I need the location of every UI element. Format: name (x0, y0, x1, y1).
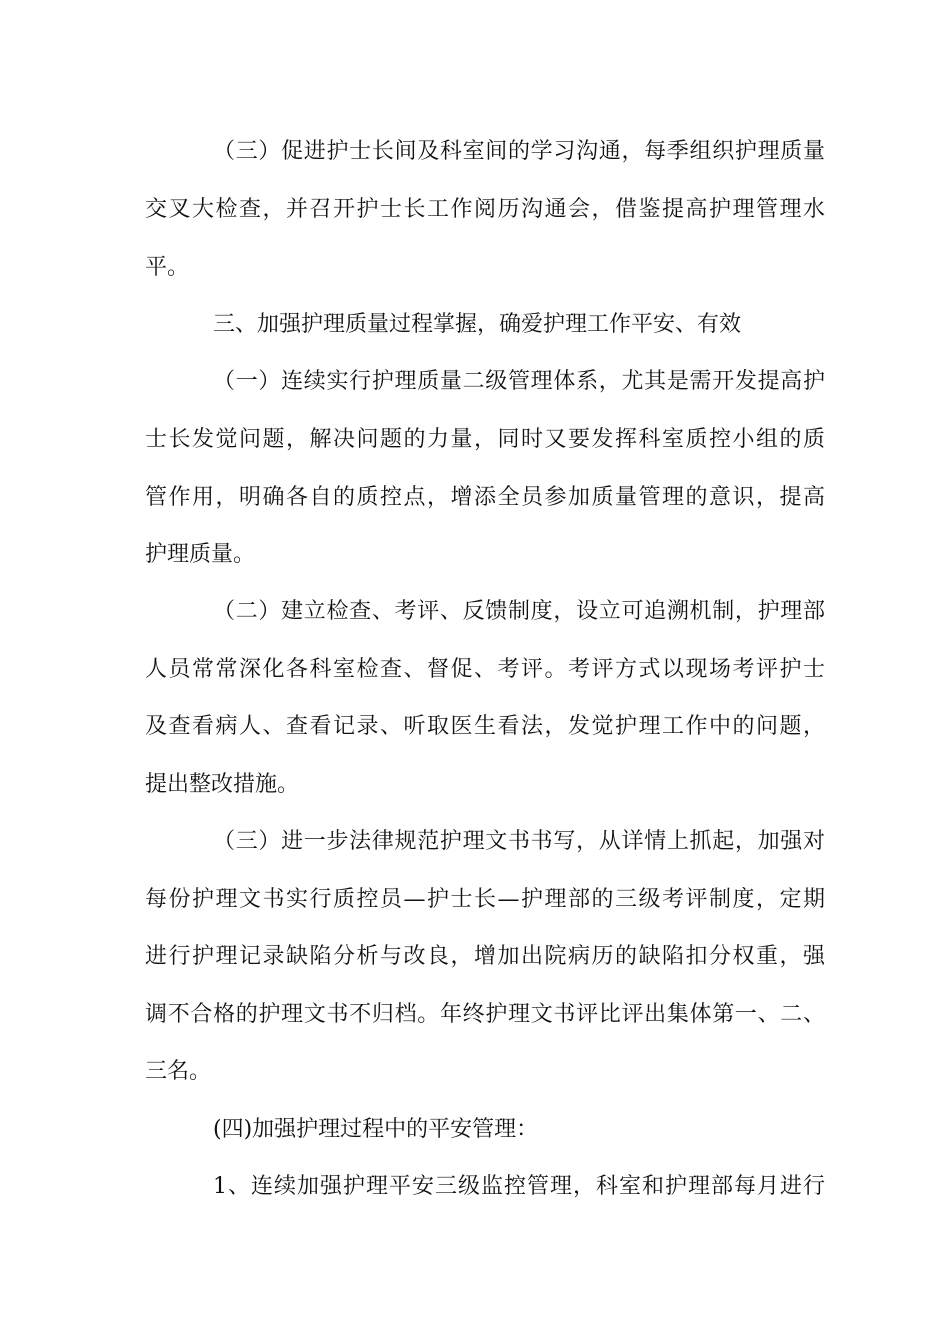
paragraph-line-17: 三名。 (145, 1059, 212, 1084)
paragraph-line-19: 1、连续加强护理平安三级监控管理，科室和护理部每月进行 (213, 1174, 825, 1199)
paragraph-line-11: 及查看病人、查看记录、听取医生看法，发觉护理工作中的问题， (145, 714, 825, 739)
paragraph-line-5: （一）连续实行护理质量二级管理体系，尤其是需开发提高护 (213, 369, 825, 394)
paragraph-line-14: 每份护理文书实行质控员—护士长—护理部的三级考评制度，定期 (145, 887, 825, 912)
paragraph-line-13: （三）进一步法律规范护理文书书写，从详情上抓起，加强对 (213, 829, 825, 854)
paragraph-line-16: 调不合格的护理文书不归档。年终护理文书评比评出集体第一、二、 (145, 1002, 825, 1027)
paragraph-line-1: （三）促进护士长间及科室间的学习沟通，每季组织护理质量 (213, 139, 825, 164)
paragraph-line-2: 交叉大检查，并召开护士长工作阅历沟通会，借鉴提高护理管理水 (145, 197, 825, 222)
paragraph-line-15: 进行护理记录缺陷分析与改良，增加出院病历的缺陷扣分权重，强 (145, 944, 825, 969)
paragraph-line-9: （二）建立检查、考评、反馈制度，设立可追溯机制，护理部 (213, 599, 825, 624)
subsection-heading: (四)加强护理过程中的平安管理： (213, 1117, 539, 1142)
section-heading: 三、加强护理质量过程掌握，确爱护理工作平安、有效 (213, 312, 742, 337)
paragraph-line-6: 士长发觉问题，解决问题的力量，同时又要发挥科室质控小组的质 (145, 427, 825, 452)
paragraph-line-12: 提出整改措施。 (145, 772, 300, 797)
paragraph-line-7: 管作用，明确各自的质控点，增添全员参加质量管理的意识，提高 (145, 485, 825, 510)
paragraph-line-10: 人员常常深化各科室检查、督促、考评。考评方式以现场考评护士 (145, 657, 825, 682)
paragraph-line-3: 平。 (145, 255, 190, 280)
paragraph-line-8: 护理质量。 (145, 542, 256, 567)
